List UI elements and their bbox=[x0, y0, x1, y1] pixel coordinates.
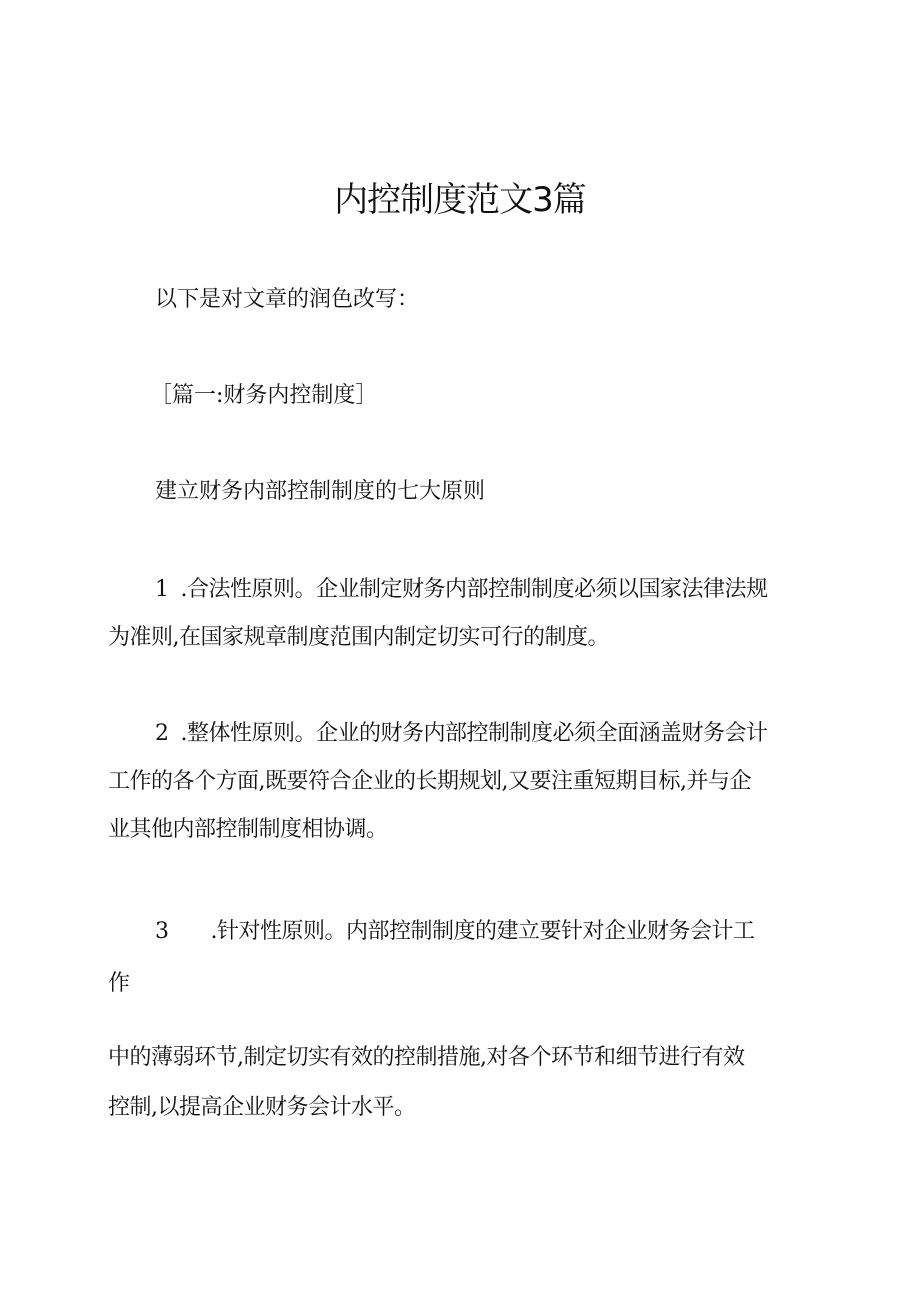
section-heading: ［篇一:财务内控制度］ bbox=[150, 383, 378, 408]
principle-3-line-4: 控制,以提高企业财务会计水平。 bbox=[108, 1095, 416, 1120]
principle-1-line-2: 为准则,在国家规章制度范围内制定切实可行的制度。 bbox=[108, 625, 609, 650]
principle-3-line-2: 作 bbox=[108, 971, 130, 996]
principle-3-text-1: .针对性原则。内部控制制度的建立要针对企业财务会计工 bbox=[210, 919, 755, 944]
principle-1-number: 1 bbox=[155, 577, 169, 602]
principle-3-line-1 bbox=[155, 916, 755, 948]
intro-text: 以下是对文章的润色改写： bbox=[155, 287, 420, 312]
principle-2-line-2: 工作的各个方面,既要符合企业的长期规划,又要注重短期目标,并与企 bbox=[108, 769, 751, 794]
principle-1-line-1 bbox=[155, 574, 768, 606]
principle-3-number: 3 bbox=[155, 919, 169, 944]
principle-2-line-3: 业其他内部控制制度相协调。 bbox=[108, 817, 388, 842]
subheading: 建立财务内部控制制度的七大原则 bbox=[155, 479, 486, 504]
principle-2-text-1: .整体性原则。企业的财务内部控制制度必须全面涵盖财务会计 bbox=[180, 721, 768, 746]
principle-2-number: 2 bbox=[155, 721, 169, 746]
principle-3-line-3: 中的薄弱环节,制定切实有效的控制措施,对各个环节和细节进行有效 bbox=[108, 1045, 745, 1070]
document-title: 内控制度范文3篇 bbox=[334, 180, 586, 220]
principle-1-text-1: .合法性原则。企业制定财务内部控制制度必须以国家法律法规 bbox=[180, 577, 768, 602]
principle-2-line-1 bbox=[155, 718, 768, 750]
